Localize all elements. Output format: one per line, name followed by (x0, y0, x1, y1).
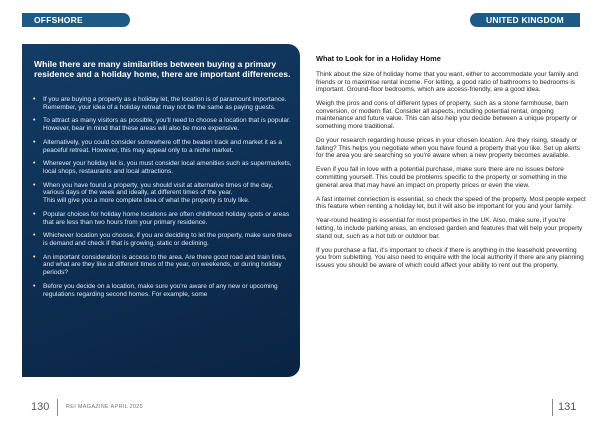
list-item (32, 160, 294, 175)
checklist-panel (22, 44, 300, 377)
list-item (32, 232, 294, 247)
footer-divider (552, 399, 553, 416)
article-paragraph: Even if you fall in love with a potential purchase, make sure there are no issues before committing yourself. This could be problems specific to the property or something in the general area that may have an impact on property prices or even the view. (316, 166, 567, 189)
list-item (32, 211, 294, 226)
list-item (32, 182, 294, 205)
list-item (32, 139, 294, 154)
article-paragraph: A fast internet connection is essential, so check the speed of the property. Most people expect this feature when renting a holiday let, but it will also be important for you and your family. (316, 195, 586, 211)
article-paragraph: Do your research regarding house prices in your chosen location. Are they rising, steady or falling? This helps you negotiate when you have found a property that you like. Set up alerts for the area you are searching so you're aware when a new property becomes available. (316, 137, 581, 160)
article-column (316, 54, 586, 276)
bullet-icon: • (33, 282, 36, 290)
magazine-issue: REI MAGAZINE APRIL 2025 (66, 404, 144, 410)
page-number-left: 130 (31, 401, 50, 413)
list-item-text: Before you decide on a location, make sure you're aware of any new or upcoming regulations regarding second homes. For example, some (43, 282, 278, 298)
list-item-text: Alternatively, you could consider somewhere off the beaten track and market it as a peaceful retreat. However, this may appeal only to a niche market. (43, 138, 282, 154)
article-paragraph: Year-round heating is essential for most properties in the UK. Also, make sure, if you're letting, to include parking areas, an enclosed garden and features that will help your property stand out, such as a hot tub or outdoor bar. (316, 217, 583, 240)
article-heading: What to Look for in a Holiday Home (316, 54, 441, 63)
list-item-text: Popular choices for holiday home locations are often childhood holiday spots or areas that are less than two hours from your primary residence. (43, 210, 290, 226)
bullet-icon: • (33, 160, 36, 168)
list-item-text: Whichever location you choose, if you are deciding to let the property, make sure there is demand and check if that is growing, static or declining. (43, 232, 292, 247)
article-paragraph: If you purchase a flat, it's important to check if there is anything in the leasehold preventing you from subletting. You also need to enquire with the local authority if there are any planning issues you should be aware of which could affect your ability to rent out the property. (316, 246, 584, 269)
page-number-right: 131 (558, 401, 577, 413)
list-item-text: If you are buying a property as a holiday let, the location is of paramount importance. Remember, your idea of a holiday retreat may not be the same as paying guests. (43, 96, 287, 111)
list-item-text: An important consideration is access to the area. Are there good road and train links, and what are they like at different times of the year, on weekends, or during holiday periods? (43, 253, 287, 277)
panel-heading: While there are many similarities between buying a primary residence and a holiday home, there are important differences. (34, 59, 291, 79)
list-item-text: To attract as many visitors as possible, you'll need to choose a location that is popular. However, bear in mind that these areas will also be more expensive. (43, 117, 291, 133)
bullet-icon: • (33, 210, 36, 218)
list-item (32, 117, 294, 132)
list-item (32, 254, 294, 277)
footer-divider (57, 399, 58, 416)
article-paragraph: Think about the size of holiday home that you want, either to accommodate your family and friends or to maximise rental income. For letting, a good ratio of bathrooms to bedrooms is important. Ground-floor bedrooms, which are access-friendly, are a good idea. (316, 71, 578, 94)
bullet-icon: • (33, 253, 36, 261)
bullet-list (32, 96, 294, 304)
bullet-icon: • (33, 181, 36, 189)
list-item (32, 283, 294, 298)
list-item-text: Wherever your holiday let is, you must consider local amenities such as supermarkets, local shops, restaurants and local attractions. (43, 160, 292, 175)
bullet-icon: • (33, 96, 36, 103)
list-item (32, 96, 294, 111)
list-item-text: When you have found a property, you should visit at alternative times of the day, various days of the week and ideally, at different times of the year. This will give you a more complete idea of what the property is truly like. (43, 181, 273, 205)
bullet-icon: • (33, 232, 36, 240)
section-tag-united-kingdom: UNITED KINGDOM (470, 13, 580, 27)
section-tag-offshore: OFFSHORE (22, 13, 130, 27)
bullet-icon: • (33, 138, 36, 146)
article-paragraph: Weigh the pros and cons of different types of property, such as a stone farmhouse, barn conversion, or modern flat. Consider all aspects, including potential rental, ongoing maintenance and future value. This can also help you decide between a unique property or something more traditional. (316, 100, 578, 131)
bullet-icon: • (33, 117, 36, 125)
